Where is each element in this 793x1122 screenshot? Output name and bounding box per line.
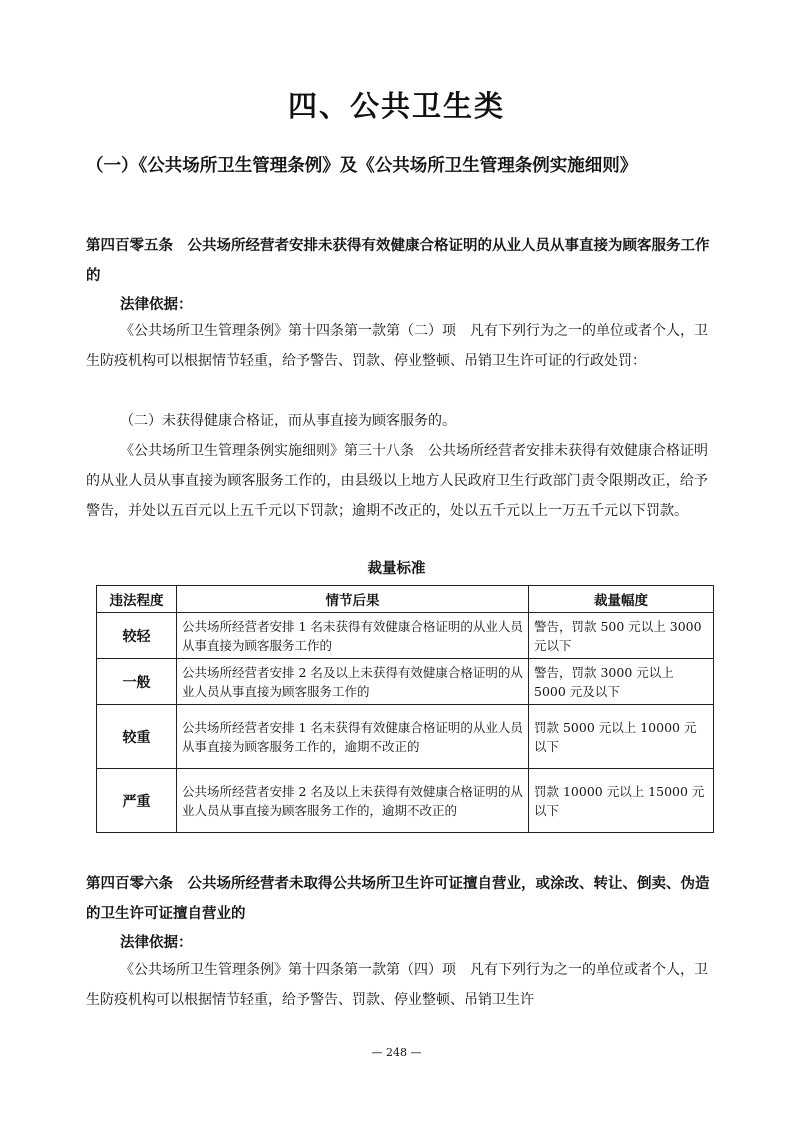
- article-405-heading: 第四百零五条 公共场所经营者安排未获得有效健康合格证明的从业人员从事直接为顾客服务工作的: [86, 238, 710, 284]
- row-degree: 较轻: [97, 613, 177, 659]
- article-406-heading: 第四百零六条 公共场所经营者未取得公共场所卫生许可证擅自营业，或涂改、转让、倒卖、伪造的卫生许可证擅自营业的: [86, 876, 710, 922]
- row-range: 罚款 5000 元以上 10000 元以下: [529, 705, 714, 769]
- header-facts: 情节后果: [177, 586, 529, 613]
- row-facts: 公共场所经营者安排 2 名及以上未获得有效健康合格证明的从业人员从事直接为顾客服务工作的，逾期不改正的: [177, 769, 529, 833]
- row-degree: 一般: [97, 659, 177, 705]
- article-405-basis-label: 法律依据：: [120, 297, 193, 313]
- row-facts: 公共场所经营者安排 1 名未获得有效健康合格证明的从业人员从事直接为顾客服务工作的，逾期不改正的: [177, 705, 529, 769]
- row-facts: 公共场所经营者安排 1 名未获得有效健康合格证明的从业人员从事直接为顾客服务工作的: [177, 613, 529, 659]
- header-degree: 违法程度: [97, 586, 177, 613]
- row-degree: 严重: [97, 769, 177, 833]
- table-row: [97, 769, 714, 833]
- table-row: [97, 659, 714, 705]
- table-row: [97, 613, 714, 659]
- section-heading: （一）《公共场所卫生管理条例》及《公共场所卫生管理条例实施细则》: [86, 156, 638, 176]
- article-405-paragraph-3: 《公共场所卫生管理条例实施细则》第三十八条 公共场所经营者安排未获得有效健康合格证明的从业人员从事直接为顾客服务工作的，由县级以上地方人民政府卫生行政部门责令限期改正，给予警告，并处以五百元以上五千元以下罚款；逾期不改正的，处以五千元以上一万五千元以下罚款。: [86, 443, 708, 519]
- row-degree: 较重: [97, 705, 177, 769]
- page-number: — 248 —: [371, 1046, 422, 1059]
- table-header-row: [97, 586, 714, 613]
- article-405-paragraph-1: 《公共场所卫生管理条例》第十四条第一款第（二）项 凡有下列行为之一的单位或者个人，卫生防疫机构可以根据情节轻重，给予警告、罚款、停业整顿、吊销卫生许可证的行政处罚：: [86, 323, 708, 369]
- article-406-basis-label: 法律依据：: [120, 935, 193, 951]
- article-406-paragraph-1: 《公共场所卫生管理条例》第十四条第一款第（四）项 凡有下列行为之一的单位或者个人，卫生防疫机构可以根据情节轻重，给予警告、罚款、停业整顿、吊销卫生许: [86, 962, 708, 1008]
- page-title: 四、公共卫生类: [287, 89, 505, 123]
- row-range: 罚款 10000 元以上 15000 元以下: [529, 769, 714, 833]
- table-caption: 裁量标准: [367, 561, 426, 577]
- table-row: [97, 705, 714, 769]
- row-facts: 公共场所经营者安排 2 名及以上未获得有效健康合格证明的从业人员从事直接为顾客服务工作的: [177, 659, 529, 705]
- article-405-paragraph-2: （二）未获得健康合格证，而从事直接为顾客服务的。: [120, 413, 456, 429]
- row-range: 警告，罚款 3000 元以上 5000 元及以下: [529, 659, 714, 705]
- header-range: 裁量幅度: [529, 586, 714, 613]
- penalty-standard-table: [96, 585, 714, 833]
- row-range: 警告，罚款 500 元以上 3000 元以下: [529, 613, 714, 659]
